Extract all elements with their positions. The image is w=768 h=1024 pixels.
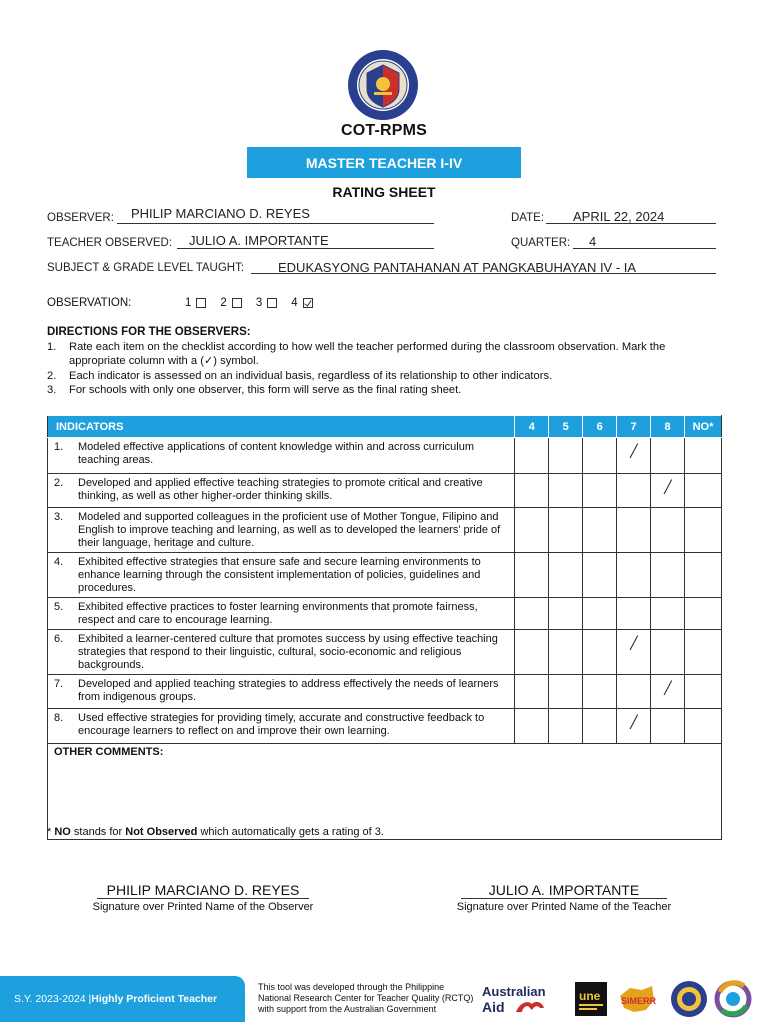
column-header-7: 7 — [617, 416, 651, 438]
directions-section — [47, 325, 707, 398]
rating-cell-5[interactable] — [549, 474, 583, 508]
rating-mark: / — [630, 630, 637, 655]
indicator-content — [54, 633, 510, 672]
rating-cell-8[interactable] — [651, 438, 685, 474]
subject-value: EDUKASYONG PANTAHANAN AT PANGKABUHAYAN IV - IA — [278, 260, 637, 275]
column-header-5: 5 — [549, 416, 583, 438]
indicator-cell — [48, 553, 515, 598]
university-seal-icon — [670, 980, 708, 1018]
rating-mark: / — [664, 474, 671, 499]
rating-mark: / — [664, 675, 671, 700]
australian-aid-logo — [482, 982, 556, 1016]
rating-cell-8[interactable] — [651, 630, 685, 675]
indicator-number: 3. — [54, 511, 64, 523]
rating-cell-8[interactable] — [651, 474, 685, 508]
indicator-text: Exhibited effective strategies that ensure safe and secure learning environments to enhance learning through the consistent implementation of policies, guidelines and procedures. — [78, 556, 481, 594]
rating-cell-5[interactable] — [549, 630, 583, 675]
rating-cell-8[interactable] — [651, 709, 685, 744]
rating-cell-6[interactable] — [583, 508, 617, 553]
rating-cell-5[interactable] — [549, 508, 583, 553]
indicator-content — [54, 601, 510, 627]
indicator-text: Modeled effective applications of content knowledge within and across curriculum teaching areas. — [78, 441, 475, 466]
rating-cell-4[interactable] — [515, 709, 549, 744]
rating-cell-7[interactable] — [617, 598, 651, 630]
rating-cell-6[interactable] — [583, 675, 617, 709]
school-year: S.Y. 2023-2024 | — [14, 993, 92, 1005]
table-row — [48, 474, 722, 508]
comments-label: OTHER COMMENTS: — [54, 746, 164, 758]
position-banner: MASTER TEACHER I-IV — [247, 147, 521, 178]
indicator-content — [54, 678, 510, 704]
rating-cell-7[interactable] — [617, 553, 651, 598]
observation-option-label: 1 — [185, 297, 192, 309]
development-note: This tool was developed through the Philippine National Research Center for Teacher Quality (RCTQ) with support from the Australian Government — [258, 982, 474, 1014]
rating-cell-no[interactable] — [684, 630, 721, 675]
indicator-number: 1. — [54, 441, 64, 453]
rating-cell-5[interactable] — [549, 709, 583, 744]
direction-text: Rate each item on the checklist according to how well the teacher performed during the classroom observation. Mark the appropriate column with a (✓) symbol. — [69, 340, 666, 367]
column-header-6: 6 — [583, 416, 617, 438]
rating-cell-5[interactable] — [549, 598, 583, 630]
une-logo — [575, 982, 607, 1016]
rating-cell-8[interactable] — [651, 598, 685, 630]
indicator-content — [54, 511, 510, 550]
une-logo-icon — [575, 982, 607, 1016]
rating-cell-7[interactable] — [617, 675, 651, 709]
observation-option-label: 3 — [255, 297, 263, 309]
observer-signature-block — [78, 882, 328, 913]
rating-cell-4[interactable] — [515, 508, 549, 553]
date-label: DATE: — [511, 212, 545, 224]
indicator-number: 2. — [54, 477, 64, 489]
direction-text: Each indicator is assessed on an individual basis, regardless of its relationship to other indicators. — [69, 369, 553, 382]
indicator-text: Developed and applied effective teaching strategies to promote critical and creative thinking, as well as other higher-order thinking skills. — [78, 477, 483, 502]
observer-signature-caption: Signature over Printed Name of the Observer — [92, 901, 314, 913]
footnote-mid: stands for — [70, 826, 126, 838]
indicator-text: Modeled and supported colleagues in the proficient use of Mother Tongue, Filipino and English to improve teaching and learning, as well as to developed the learners' pride of their language, heritage and culture. — [78, 511, 501, 549]
footnote-suffix: which automatically gets a rating of 3. — [197, 826, 384, 838]
teacher-label: TEACHER OBSERVED: — [47, 237, 173, 249]
indicator-text: Exhibited effective practices to foster learning environments that promote fairness, respect and care to encourage learning. — [78, 601, 478, 626]
table-row — [48, 598, 722, 630]
table-row — [48, 709, 722, 744]
rating-cell-7[interactable] — [617, 474, 651, 508]
teacher-signature-caption: Signature over Printed Name of the Teacher — [456, 901, 672, 913]
observation-option-1[interactable] — [185, 297, 206, 309]
rating-cell-4[interactable] — [515, 598, 549, 630]
rating-table — [47, 415, 722, 840]
table-row — [48, 675, 722, 709]
footnote-prefix: * — [47, 826, 55, 838]
observation-row — [47, 297, 327, 309]
rating-cell-5[interactable] — [549, 553, 583, 598]
rating-cell-no[interactable] — [684, 598, 721, 630]
table-row — [48, 630, 722, 675]
rating-cell-no[interactable] — [684, 438, 721, 474]
university-seal-logo — [670, 980, 708, 1018]
indicator-cell — [48, 438, 515, 474]
rating-cell-6[interactable] — [583, 553, 617, 598]
rctq-logo — [714, 980, 752, 1018]
rating-cell-7[interactable] — [617, 438, 651, 474]
indicator-cell — [48, 474, 515, 508]
rating-mark: / — [630, 438, 637, 463]
rating-cell-4[interactable] — [515, 553, 549, 598]
rating-cell-5[interactable] — [549, 675, 583, 709]
observer-value: PHILIP MARCIANO D. REYES — [131, 206, 310, 221]
svg-text:une: une — [579, 989, 601, 1003]
footnote-no: NO — [54, 826, 71, 838]
indicator-number: 6. — [54, 633, 64, 645]
indicator-text: Used effective strategies for providing timely, accurate and constructive feedback to encourage learners to reflect on and improve their own learning. — [78, 712, 485, 737]
indicator-content — [54, 712, 510, 738]
table-header-row — [48, 416, 722, 438]
svg-text:Aid: Aid — [482, 999, 505, 1015]
quarter-value: 4 — [589, 234, 597, 249]
observation-option-label: 4 — [291, 297, 298, 309]
rating-cell-8[interactable] — [651, 508, 685, 553]
observation-option-label: 2 — [220, 297, 227, 309]
table-row — [48, 508, 722, 553]
observer-label: OBSERVER: — [47, 212, 114, 224]
rating-cell-7[interactable] — [617, 630, 651, 675]
teacher-signature-name: JULIO A. IMPORTANTE — [461, 882, 667, 899]
observation-option-4[interactable] — [291, 297, 312, 309]
direction-number: 3. — [47, 384, 57, 396]
teacher-value: JULIO A. IMPORTANTE — [189, 233, 329, 248]
indicator-cell — [48, 630, 515, 675]
rating-cell-4[interactable] — [515, 675, 549, 709]
rating-cell-7[interactable] — [617, 508, 651, 553]
rating-cell-no[interactable] — [684, 553, 721, 598]
rating-cell-no[interactable] — [684, 709, 721, 744]
school-year-tab — [0, 976, 245, 1022]
rating-cell-4[interactable] — [515, 630, 549, 675]
rctq-logo-icon — [714, 980, 752, 1018]
observation-label: OBSERVATION: — [47, 297, 132, 309]
proficiency-level: Highly Proficient Teacher — [91, 993, 218, 1005]
rating-cell-6[interactable] — [583, 438, 617, 474]
subject-label: SUBJECT & GRADE LEVEL TAUGHT: — [47, 262, 245, 274]
observation-option-2[interactable] — [220, 297, 241, 309]
rating-cell-6[interactable] — [583, 474, 617, 508]
table-row — [48, 553, 722, 598]
indicator-number: 4. — [54, 556, 64, 568]
column-header-indicators: INDICATORS — [48, 416, 515, 438]
rating-mark: / — [630, 709, 637, 734]
indicator-content — [54, 441, 510, 467]
footnote-not-observed: Not Observed — [125, 826, 198, 838]
rating-cell-no[interactable] — [684, 508, 721, 553]
rating-cell-5[interactable] — [549, 438, 583, 474]
direction-item — [47, 383, 707, 398]
indicator-number: 5. — [54, 601, 64, 613]
rating-cell-no[interactable] — [684, 474, 721, 508]
direction-number: 2. — [47, 369, 57, 382]
indicator-number: 8. — [54, 712, 64, 724]
document-subtitle: RATING SHEET — [332, 184, 436, 200]
observation-option-3[interactable] — [256, 297, 277, 309]
deped-seal-logo — [346, 48, 420, 122]
rating-cell-6[interactable] — [583, 709, 617, 744]
footnote — [47, 826, 384, 838]
indicator-cell — [48, 675, 515, 709]
direction-item — [47, 369, 707, 384]
column-header-8: 8 — [651, 416, 685, 438]
indicator-content — [54, 556, 510, 595]
indicator-text: Exhibited a learner-centered culture that promotes success by using effective teaching strategies that respond to their linguistic, cultural, socio-economic and religious backgrounds. — [78, 633, 498, 671]
checkbox-checked-icon[interactable] — [303, 298, 313, 308]
svg-text:Australian: Australian — [482, 984, 546, 999]
rating-cell-no[interactable] — [684, 675, 721, 709]
indicator-cell — [48, 709, 515, 744]
indicator-cell — [48, 508, 515, 553]
observer-signature-name: PHILIP MARCIANO D. REYES — [97, 882, 310, 899]
simerr-logo — [616, 982, 658, 1016]
checkbox-icon[interactable] — [196, 298, 206, 308]
date-value: APRIL 22, 2024 — [573, 209, 665, 224]
indicator-cell — [48, 598, 515, 630]
rating-cell-8[interactable] — [651, 553, 685, 598]
teacher-signature-block — [440, 882, 688, 913]
rating-cell-8[interactable] — [651, 675, 685, 709]
indicator-content — [54, 477, 510, 503]
checkbox-icon[interactable] — [267, 298, 277, 308]
rating-cell-6[interactable] — [583, 630, 617, 675]
directions-heading: DIRECTIONS FOR THE OBSERVERS: — [47, 326, 251, 338]
indicator-number: 7. — [54, 678, 64, 690]
rating-cell-4[interactable] — [515, 438, 549, 474]
checkbox-icon[interactable] — [232, 298, 242, 308]
rating-cell-6[interactable] — [583, 598, 617, 630]
australian-aid-logo-icon — [482, 982, 556, 1016]
column-header-no: NO* — [684, 416, 721, 438]
direction-number: 1. — [47, 340, 57, 353]
document-title: COT-RPMS — [340, 122, 428, 139]
column-header-4: 4 — [515, 416, 549, 438]
table-row — [48, 438, 722, 474]
indicator-text: Developed and applied teaching strategies to address effectively the needs of learners from indigenous groups. — [78, 678, 499, 703]
direction-item — [47, 340, 707, 369]
direction-text: For schools with only one observer, this form will serve as the final rating sheet. — [69, 384, 462, 396]
quarter-label: QUARTER: — [511, 237, 571, 249]
rating-cell-4[interactable] — [515, 474, 549, 508]
svg-text:SiMERR: SiMERR — [621, 996, 657, 1006]
rating-cell-7[interactable] — [617, 709, 651, 744]
simerr-logo-icon — [616, 982, 658, 1016]
